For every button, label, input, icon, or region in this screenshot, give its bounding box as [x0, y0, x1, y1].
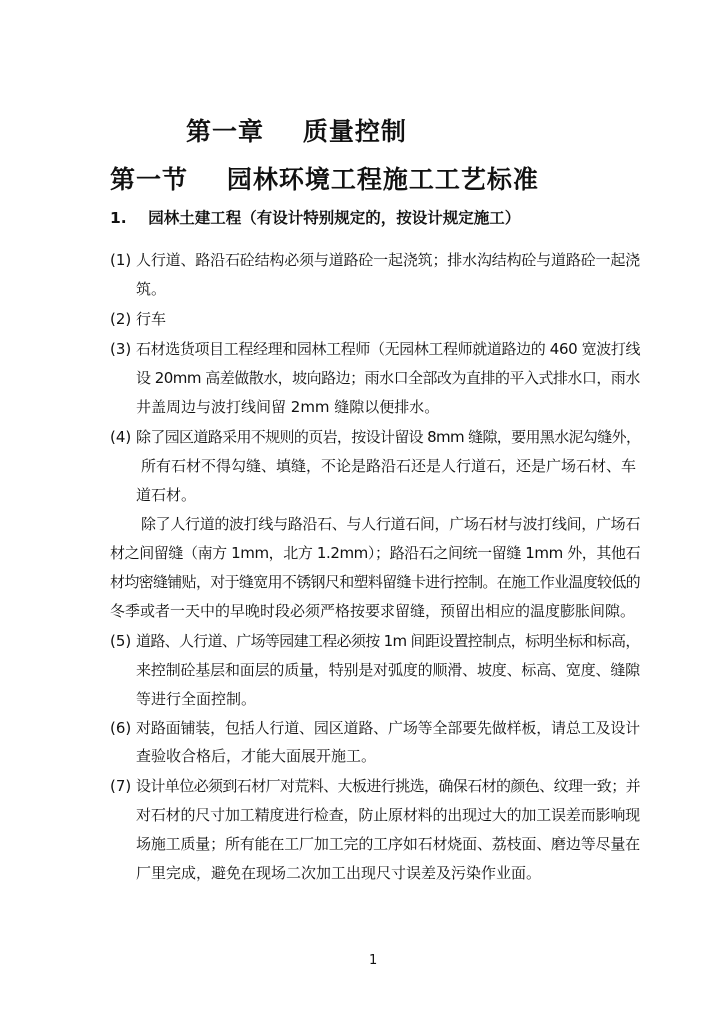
paragraph-line: 来控制砼基层和面层的质量，特别是对弧度的顺滑、坡度、标高、宽度、缝隙	[136, 661, 641, 679]
item-number: (1)	[110, 251, 132, 269]
chapter-title: 第一章 质量控制	[186, 117, 407, 146]
paragraph-line: 所有石材不得勾缝、填缝，不论是路沿石还是人行道石，还是广场石材、车	[141, 457, 637, 475]
item-number: (6)	[110, 719, 132, 737]
paragraph-line: 除了人行道的波打线与路沿石、与人行道石间，广场石材与波打线间，广场石	[141, 515, 641, 533]
paragraph-line: 等进行全面控制。	[136, 690, 257, 708]
item-number: (4)	[110, 428, 132, 446]
paragraph-line: 厂里完成，避免在现场二次加工出现尺寸误差及污染作业面。	[136, 864, 542, 882]
item-number: (5)	[110, 632, 132, 650]
paragraph-line: 设 20mm 高差做散水，坡向路边；雨水口全部改为直排的平入式排水口，雨水	[136, 369, 640, 387]
item-number: (7)	[110, 777, 132, 795]
paragraph-line: 查验收合格后，才能大面展开施工。	[136, 747, 377, 765]
paragraph-line: 道路、人行道、广场等园建工程必须按 1m 间距设置控制点，标明坐标和标高，	[136, 632, 640, 650]
section-title: 第一节 园林环境工程施工工艺标准	[110, 165, 539, 194]
paragraph-line: 材之间留缝（南方 1mm，北方 1.2mm）；路沿石之间统一留缝 1mm 外，其他石	[110, 544, 641, 562]
subsection-heading: 1. 园林土建工程（有设计特别规定的，按设计规定施工）	[110, 209, 521, 227]
paragraph-line: 道石材。	[136, 486, 197, 504]
paragraph-line: 对路面铺装，包括人行道、园区道路、广场等全部要先做样板，请总工及设计	[136, 719, 641, 737]
page-number: 1	[369, 953, 378, 968]
paragraph-line: 除了园区道路采用不规则的页岩，按设计留设 8mm 缝隙，要用黑水泥勾缝外，	[136, 428, 641, 446]
item-number: (3)	[110, 340, 132, 358]
paragraph-line: 对石材的尺寸加工精度进行检查，防止原材料的出现过大的加工误差而影响现	[136, 806, 641, 824]
paragraph-line: 材均密缝铺贴，对于缝宽用不锈钢尺和塑料留缝卡进行控制。在施工作业温度较低的	[110, 573, 641, 591]
paragraph-line: 设计单位必须到石材厂对荒料、大板进行挑选，确保石材的颜色、纹理一致；并	[136, 777, 641, 795]
item-number: (2)	[110, 310, 132, 328]
paragraph-line: 行车	[136, 310, 167, 328]
paragraph-line: 石材选货项目工程经理和园林工程师（无园林工程师就道路边的 460 宽波打线	[136, 340, 641, 358]
paragraph-line: 井盖周边与波打线间留 2mm 缝隙以便排水。	[136, 398, 440, 416]
paragraph-line: 人行道、路沿石砼结构必须与道路砼一起浇筑；排水沟结构砼与道路砼一起浇	[136, 251, 641, 269]
paragraph-line: 冬季或者一天中的早晚时段必须严格按要求留缝，预留出相应的温度膨胀间隙。	[110, 602, 636, 620]
paragraph-line: 场施工质量；所有能在工厂加工完的工序如石材烧面、荔枝面、磨边等尽量在	[136, 835, 641, 853]
paragraph-line: 筑。	[136, 280, 167, 298]
